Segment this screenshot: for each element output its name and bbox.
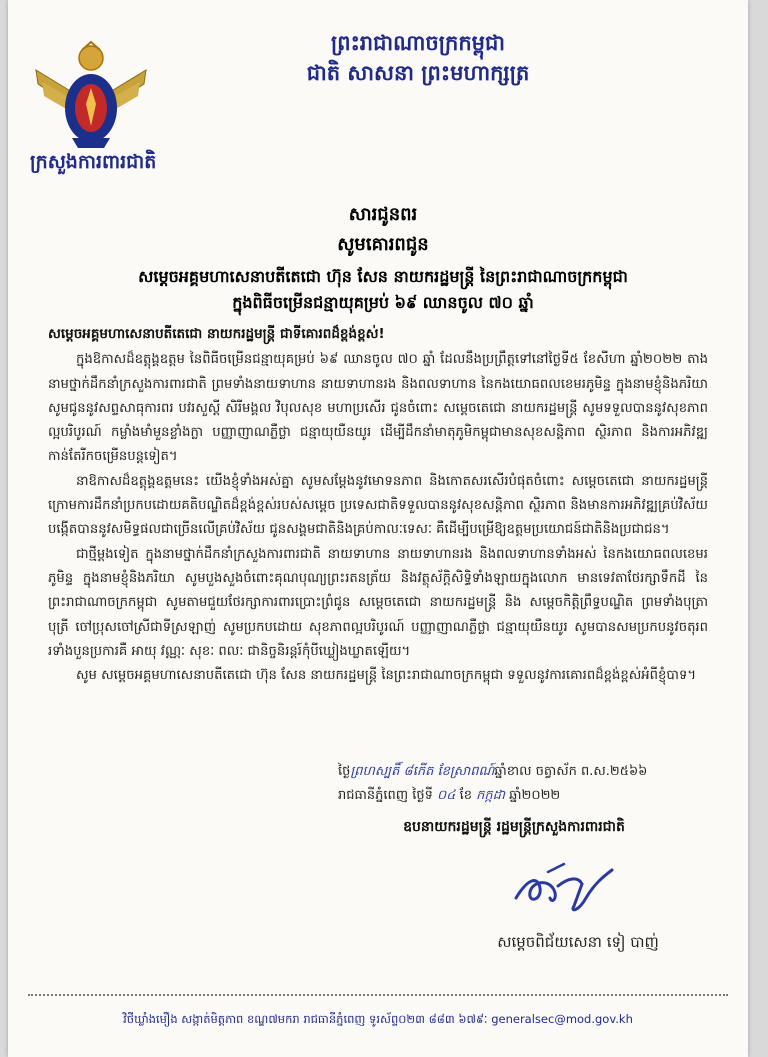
handwritten-day: ០៤ <box>437 788 456 803</box>
motto-nation-religion-king: ជាតិ សាសនា ព្រះមហាក្សត្រ <box>306 61 530 85</box>
solar-date-line: រាជធានីភ្នំពេញ ថ្ងៃទី ០៤ ខែ កក្កដា ឆ្នាំ២០២២ <box>338 788 561 803</box>
footer-address: វិថីឃ្លាំងមឿង សង្កាត់មិត្តភាព ខណ្ឌ៧មករា រាជធានីភ្នំពេញ ទូរស័ព្ទ០២៣ ៨៨៣ ៦៧៩ៈ generalsec@mod.gov.kh <box>123 1012 633 1026</box>
salutation: សម្តេចអគ្គមហាសេនាបតីតេជោ នាយករដ្ឋមន្ត្រី ជាទីគោរពដ៏ខ្ពង់ខ្ពស់! <box>48 326 385 342</box>
paragraph-4: សូម សម្តេចអគ្គមហាសេនាបតីតេជោ ហ៊ុន សែន នាយករដ្ឋមន្ត្រី នៃព្រះរាជាណាចក្រកម្ពុជា ទទួលនូវការគោរពដ៏ខ្ពង់ខ្ពស់អំពីខ្ញុំបាទ។ <box>76 668 697 684</box>
occasion-line: ក្នុងពិធីចម្រើនជន្មាយុគម្រប់ ៦៩ ឈានចូល ៧០ ឆ្នាំ <box>232 293 534 312</box>
signer-title: ឧបនាយករដ្ឋមន្ត្រី រដ្ឋមន្ត្រីក្រសួងការពារជាតិ <box>403 819 625 835</box>
paragraph-3: ជាថ្មីម្តងទៀត ក្នុងនាមថ្នាក់ដឹកនាំក្រសួងការពារជាតិ នាយទាហាន នាយទាហានរង និងពលទាហានទាំងអស់ នៃកងយោធពលខេមរភូមិន្ទ ក្នុងនាមខ្ញុំនិងភរិយា សូមបួងសួងចំពោះគុណបុណ្យព្រះរតនត្រ័យ និងវត្ថុស័ក្តិសិទ្ធិទាំងឡាយក្នុងលោក មានទេវតាថែរក្សាទឹកដី នៃព្រះរាជាណាចក្រកម្ពុជា សូមតាមជួយថែរក្សាការពារប្រោះព្រំជូន សម្តេចតេជោ នាយករដ្ឋមន្ត្រី និង សម្តេចកិត្តិព្រឹទ្ធបណ្ឌិត ព្រមទាំងបុត្រា បុត្រី ចៅប្រុសចៅស្រីជាទីស្រឡាញ់ សូមប្រកបដោយ សុខភាពល្អបរិបូរណ៍ បញ្ញាញាណភ្លឺថ្លា ជន្មាយុយឺនយូរ សូមបានសមប្រកបនូវចតុរពរទាំងបួនប្រការគឺ អាយុ វណ្ណៈ សុខៈ ពលៈ ជានិច្ចនិរន្តរ៍កុំបីឃ្លៀងឃ្លាតឡើយ។ <box>48 546 708 659</box>
national-motto <box>268 28 568 88</box>
ministry-emblem-icon <box>32 40 150 152</box>
motto-kingdom: ព្រះរាជាណាចក្រកម្ពុជា <box>330 31 505 55</box>
handwritten-month: កក្កដា <box>476 788 506 803</box>
lunar-date-line: ថ្ងៃព្រហស្បតិ៍ ៨កើត ខែស្រាពណ៍ឆ្នាំខាល ចត្វាស័ក ព.ស.២៥៦៦ <box>338 764 648 779</box>
handwritten-lunar-day: ព្រហស្បតិ៍ ៨កើត ខែស្រាពណ៍ <box>350 764 495 779</box>
recipient-heading <box>38 264 728 316</box>
date-block <box>338 760 738 808</box>
ministry-name: ក្រសួងការពារជាតិ <box>30 151 157 173</box>
paragraph-1: ក្នុងឱកាសដ៏ឧត្តុង្គឧត្តម នៃពិធីចម្រើនជន្មាយុគម្រប់ ៦៩ ឈានចូល ៧០ ឆ្នាំ ដែលនឹងប្រព្រឹត្តទៅនៅថ្ងៃទី៥ ខែសីហា ឆ្នាំ២០២២ តាងនាមថ្នាក់ដឹកនាំក្រសួងការពារជាតិ ព្រមទាំងនាយទាហាន នាយទាហានរង និងពលទាហាន នៃកងយោធពលខេមរភូមិន្ទ ក្នុងនាមខ្ញុំនិងភរិយា សូមជូននូវសព្ទសាធុការពរ បវរសួស្តី សិរីមង្គល វិបុលសុខ មហាប្រសើរ ជូនចំពោះ សម្តេចតេជោ នាយករដ្ឋមន្ត្រី សូមទទួលបាននូវសុខភាពល្អបរិបូរណ៍ កម្លាំងមាំមួនខ្លាំងក្លា បញ្ញាញាណភ្លឺថ្លា ជន្មាយុយឺនយូរ ដើម្បីដឹកនាំមាតុភូមិកម្ពុជាមានសុខសន្តិភាព ស្ថិរភាព និងការអភិវឌ្ឍ កាន់តែរីកចម្រើនបន្តទៀត។ <box>48 352 708 465</box>
letter-body <box>48 322 708 688</box>
paragraph-2: នាឱកាសដ៏ឧត្តុង្គឧត្តមនេះ យើងខ្ញុំទាំងអស់គ្នា សូមសម្តែងនូវមោទនភាព និងកោតសរសើរបំផុតចំពោះ សម្តេចតេជោ នាយករដ្ឋមន្ត្រី ក្រោមការដឹកនាំប្រកបដោយគតិបណ្ឌិតដ៏ខ្ពង់ខ្ពស់របស់សម្តេច ប្រទេសជាតិទទួលបាននូវសុខសន្តិភាព ស្ថិរភាព និងមានការអភិវឌ្ឍគ្រប់វិស័យ បង្កើតបាននូវសមិទ្ធផលជាច្រើនលើគ្រប់វិស័យ ជូនសង្គមជាតិនិងគ្រប់កាលៈទេសៈ គឺដើម្បីបម្រើឱ្យឧត្តមប្រយោជន៍ជាតិនិងប្រជាជន។ <box>48 473 708 538</box>
respectful-address: សូមគោរពជូន <box>337 234 429 255</box>
footer-divider <box>28 994 728 996</box>
signer-name: សម្តេចពិជ័យសេនា ទៀ បាញ់ <box>497 933 659 951</box>
handwritten-signature <box>508 858 618 918</box>
letter-page <box>8 0 748 1057</box>
recipient-line: សម្តេចអគ្គមហាសេនាបតីតេជោ ហ៊ុន សែន នាយករដ្ឋមន្ត្រី នៃព្រះរាជាណាចក្រកម្ពុជា <box>138 267 628 286</box>
letter-type-title: សារជូនពរ <box>348 204 418 225</box>
